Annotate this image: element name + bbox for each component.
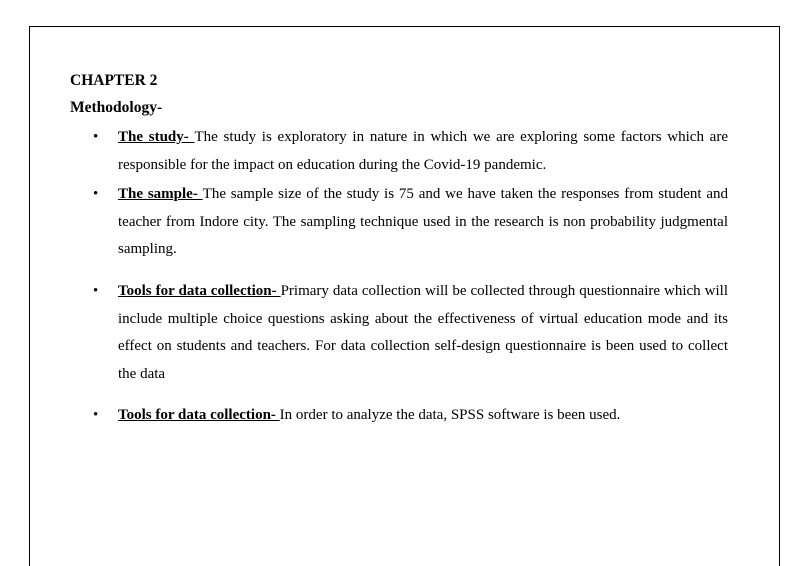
- bullet-icon: •: [93, 407, 99, 423]
- item-text: The study is exploratory in nature in which we are exploring some factors which are responsible for the impact on education during the Covid-19 pandemic.: [118, 129, 728, 173]
- bullet-icon: •: [93, 283, 99, 299]
- document-page: [29, 26, 780, 566]
- item-text: In order to analyze the data, SPSS software is been used.: [279, 407, 621, 423]
- section-heading: Methodology-: [70, 99, 163, 116]
- item-text: The sample size of the study is 75 and we have taken the responses from student and teacher from Indore city. The sampling technique used in the research is non probability judgmental sampling.: [118, 186, 729, 257]
- item-term: The study-: [118, 129, 195, 145]
- list-item: [118, 181, 728, 264]
- list-item: [118, 124, 728, 179]
- item-term: Tools for data collection-: [118, 407, 280, 423]
- bullet-icon: •: [93, 186, 99, 202]
- bullet-icon: •: [93, 129, 99, 145]
- item-term: Tools for data collection-: [118, 283, 281, 299]
- chapter-heading: CHAPTER 2: [70, 72, 158, 89]
- item-text: Primary data collection will be collected through questionnaire which will include multiple choice questions asking about the effectiveness of virtual education mode and its effect on students and teachers. For data collection self-design questionnaire is been used to collect the data: [118, 283, 728, 382]
- list-item: [118, 278, 728, 388]
- item-term: The sample-: [118, 186, 203, 202]
- list-item: [118, 402, 728, 430]
